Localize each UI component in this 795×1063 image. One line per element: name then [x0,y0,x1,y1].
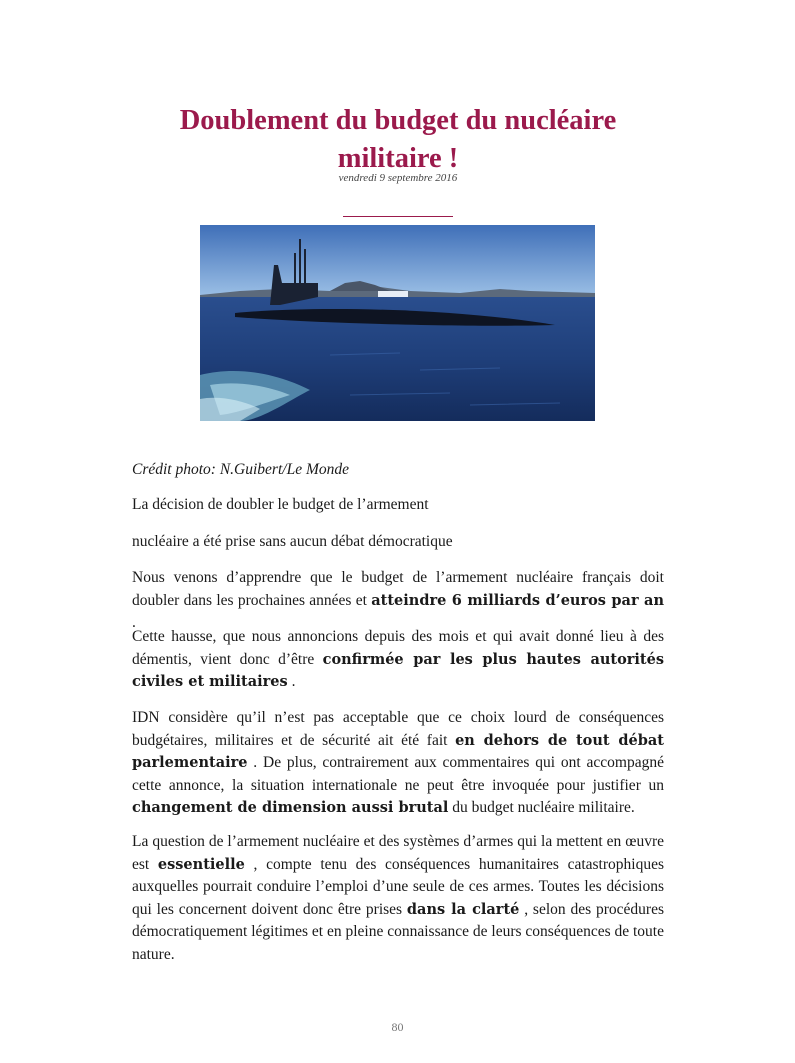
page-number: 80 [391,1020,404,1034]
paragraph-text: . [287,673,296,690]
paragraph-text: . De plus, contrairement aux commentaires qui ont accompagné cette annonce, la situation internationale ne peut être invoquée pour justifier un [132,754,664,794]
paragraph-line-1: La décision de doubler le budget de l’armement [132,496,429,513]
emphasis-text: confirmée par les plus hautes autorités civiles et militaires [132,650,664,690]
paragraph-text: , compte tenu des conséquences humanitaires catastrophiques auxquelles pourrait conduire l’emploi d’une seule de ces armes. Toutes les décisions qui les concernent doivent donc être prises [132,855,664,918]
paragraph-text: Cette hausse, que nous annoncions depuis des mois et qui avait donné lieu à des démentis, vient donc d’être [132,628,664,668]
title-divider [343,216,453,217]
photo-credit: Crédit photo: N.Guibert/Le Monde [132,461,349,478]
article-title: Doublement du budget du nucléaire militaire ! [179,105,617,174]
paragraph-text: Nous venons d’apprendre que le budget de l’armement nucléaire français doit doubler dans les prochaines années et [132,569,664,609]
emphasis-text: dans la clarté [406,900,520,918]
paragraph-text: , selon des procédures démocratiquement légitimes et en pleine connaissance de leurs conséquences de toute nature. [132,900,664,963]
paragraph-question [132,831,664,966]
emphasis-text: atteindre 6 milliards d’euros par an [371,591,664,609]
paragraph-text: du budget nucléaire militaire. [448,799,635,816]
emphasis-text: changement de dimension aussi brutal [132,799,449,816]
submarine-photo [200,225,595,421]
paragraph-idn [132,707,664,820]
paragraph-text: IDN considère qu’il n’est pas acceptable que ce choix lourd de conséquences budgétaires, militaires et de sécurité ait été fait [132,709,664,749]
emphasis-text: essentielle [157,855,245,873]
paragraph-confirmation [132,626,664,694]
paragraph-text: . [132,614,136,631]
article-date: vendredi 9 septembre 2016 [338,172,458,184]
paragraph-budget [132,567,664,635]
paragraph-text: La question de l’armement nucléaire et des systèmes d’armes qui la mettent en œuvre est [132,833,664,873]
paragraph-line-2: nucléaire a été prise sans aucun débat démocratique [132,533,453,550]
emphasis-text: en dehors de tout débat parlementaire [132,731,664,771]
